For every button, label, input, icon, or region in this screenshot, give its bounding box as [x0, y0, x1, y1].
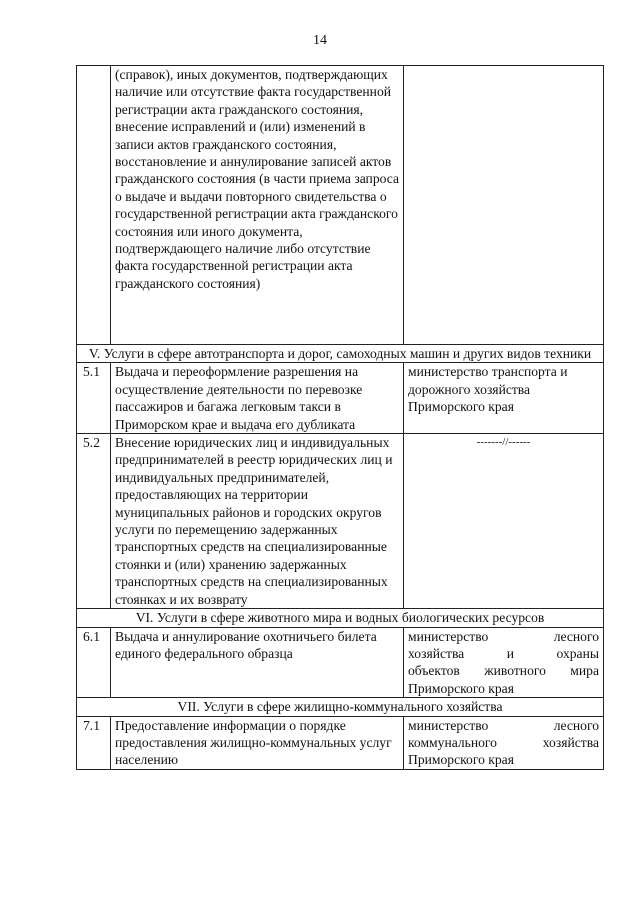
authority-line: министерство лесного — [408, 628, 599, 644]
service-description: (справок), иных документов, подтверждающих наличие или отсутствие факта государственной регистрации акта гражданского состояния, внесение исправлений и (или) изменений в записи актов гражданского состояния, восстановление и аннулирование записей актов гражданского состояния (в части приема запроса о выдаче и выдачи повторного свидетельства о государственной регистрации акта гражданского состояния или иного документа, подтверждающего наличие либо отсутствие факта государственной регистрации акта гражданского состояния) — [111, 66, 404, 345]
table-row — [77, 627, 604, 698]
section-7-title: VII. Услуги в сфере жилищно-коммунального хозяйства — [77, 698, 604, 716]
authority-line: хозяйства и охраны — [408, 645, 599, 661]
responsible-authority — [404, 434, 604, 609]
row-number: 5.1 — [77, 363, 111, 434]
row-number — [77, 66, 111, 345]
section-heading — [77, 698, 604, 716]
table-row — [77, 434, 604, 609]
service-description: Внесение юридических лиц и индивидуальных предпринимателей в реестр юридических лиц и индивидуальных предпринимателей, предоставляющих на территории муниципальных районов и городских округов услуги по перемещению задержанных транспортных средств на специализированные стоянки и (или) хранению задержанных транспортных средств на специализированных стоянках и их возврату — [111, 434, 404, 609]
responsible-authority — [404, 627, 604, 698]
authority-line: объектов животного мира — [408, 663, 599, 679]
authority-line: Приморского края — [408, 680, 514, 696]
row-number: 7.1 — [77, 716, 111, 769]
section-heading — [77, 609, 604, 627]
authority-line: коммунального хозяйства — [408, 734, 599, 750]
table-row — [77, 363, 604, 434]
responsible-authority: министерство транспорта и дорожного хозяйства Приморского края — [404, 363, 604, 434]
section-6-title: VI. Услуги в сфере животного мира и водных биологических ресурсов — [77, 609, 604, 627]
ditto-mark: -------//------ — [476, 436, 531, 449]
section-heading — [77, 345, 604, 363]
row-number: 5.2 — [77, 434, 111, 609]
services-table — [76, 65, 604, 770]
service-description: Предоставление информации о порядке предоставления жилищно-коммунальных услуг населению — [111, 716, 404, 769]
page-number: 14 — [313, 33, 327, 48]
responsible-authority — [404, 66, 604, 345]
row-number: 6.1 — [77, 627, 111, 698]
table-row — [77, 66, 604, 345]
section-5-title: V. Услуги в сфере автотранспорта и дорог, самоходных машин и других видов техники — [77, 345, 604, 363]
service-description: Выдача и аннулирование охотничьего билета единого федерального образца — [111, 627, 404, 698]
authority-line: Приморского края — [408, 752, 514, 768]
authority-line: министерство лесного — [408, 717, 599, 733]
responsible-authority — [404, 716, 604, 769]
table-row — [77, 716, 604, 769]
service-description: Выдача и переоформление разрешения на осуществление деятельности по перевозке пассажиров и багажа легковым такси в Приморском крае и выдача его дубликата — [111, 363, 404, 434]
